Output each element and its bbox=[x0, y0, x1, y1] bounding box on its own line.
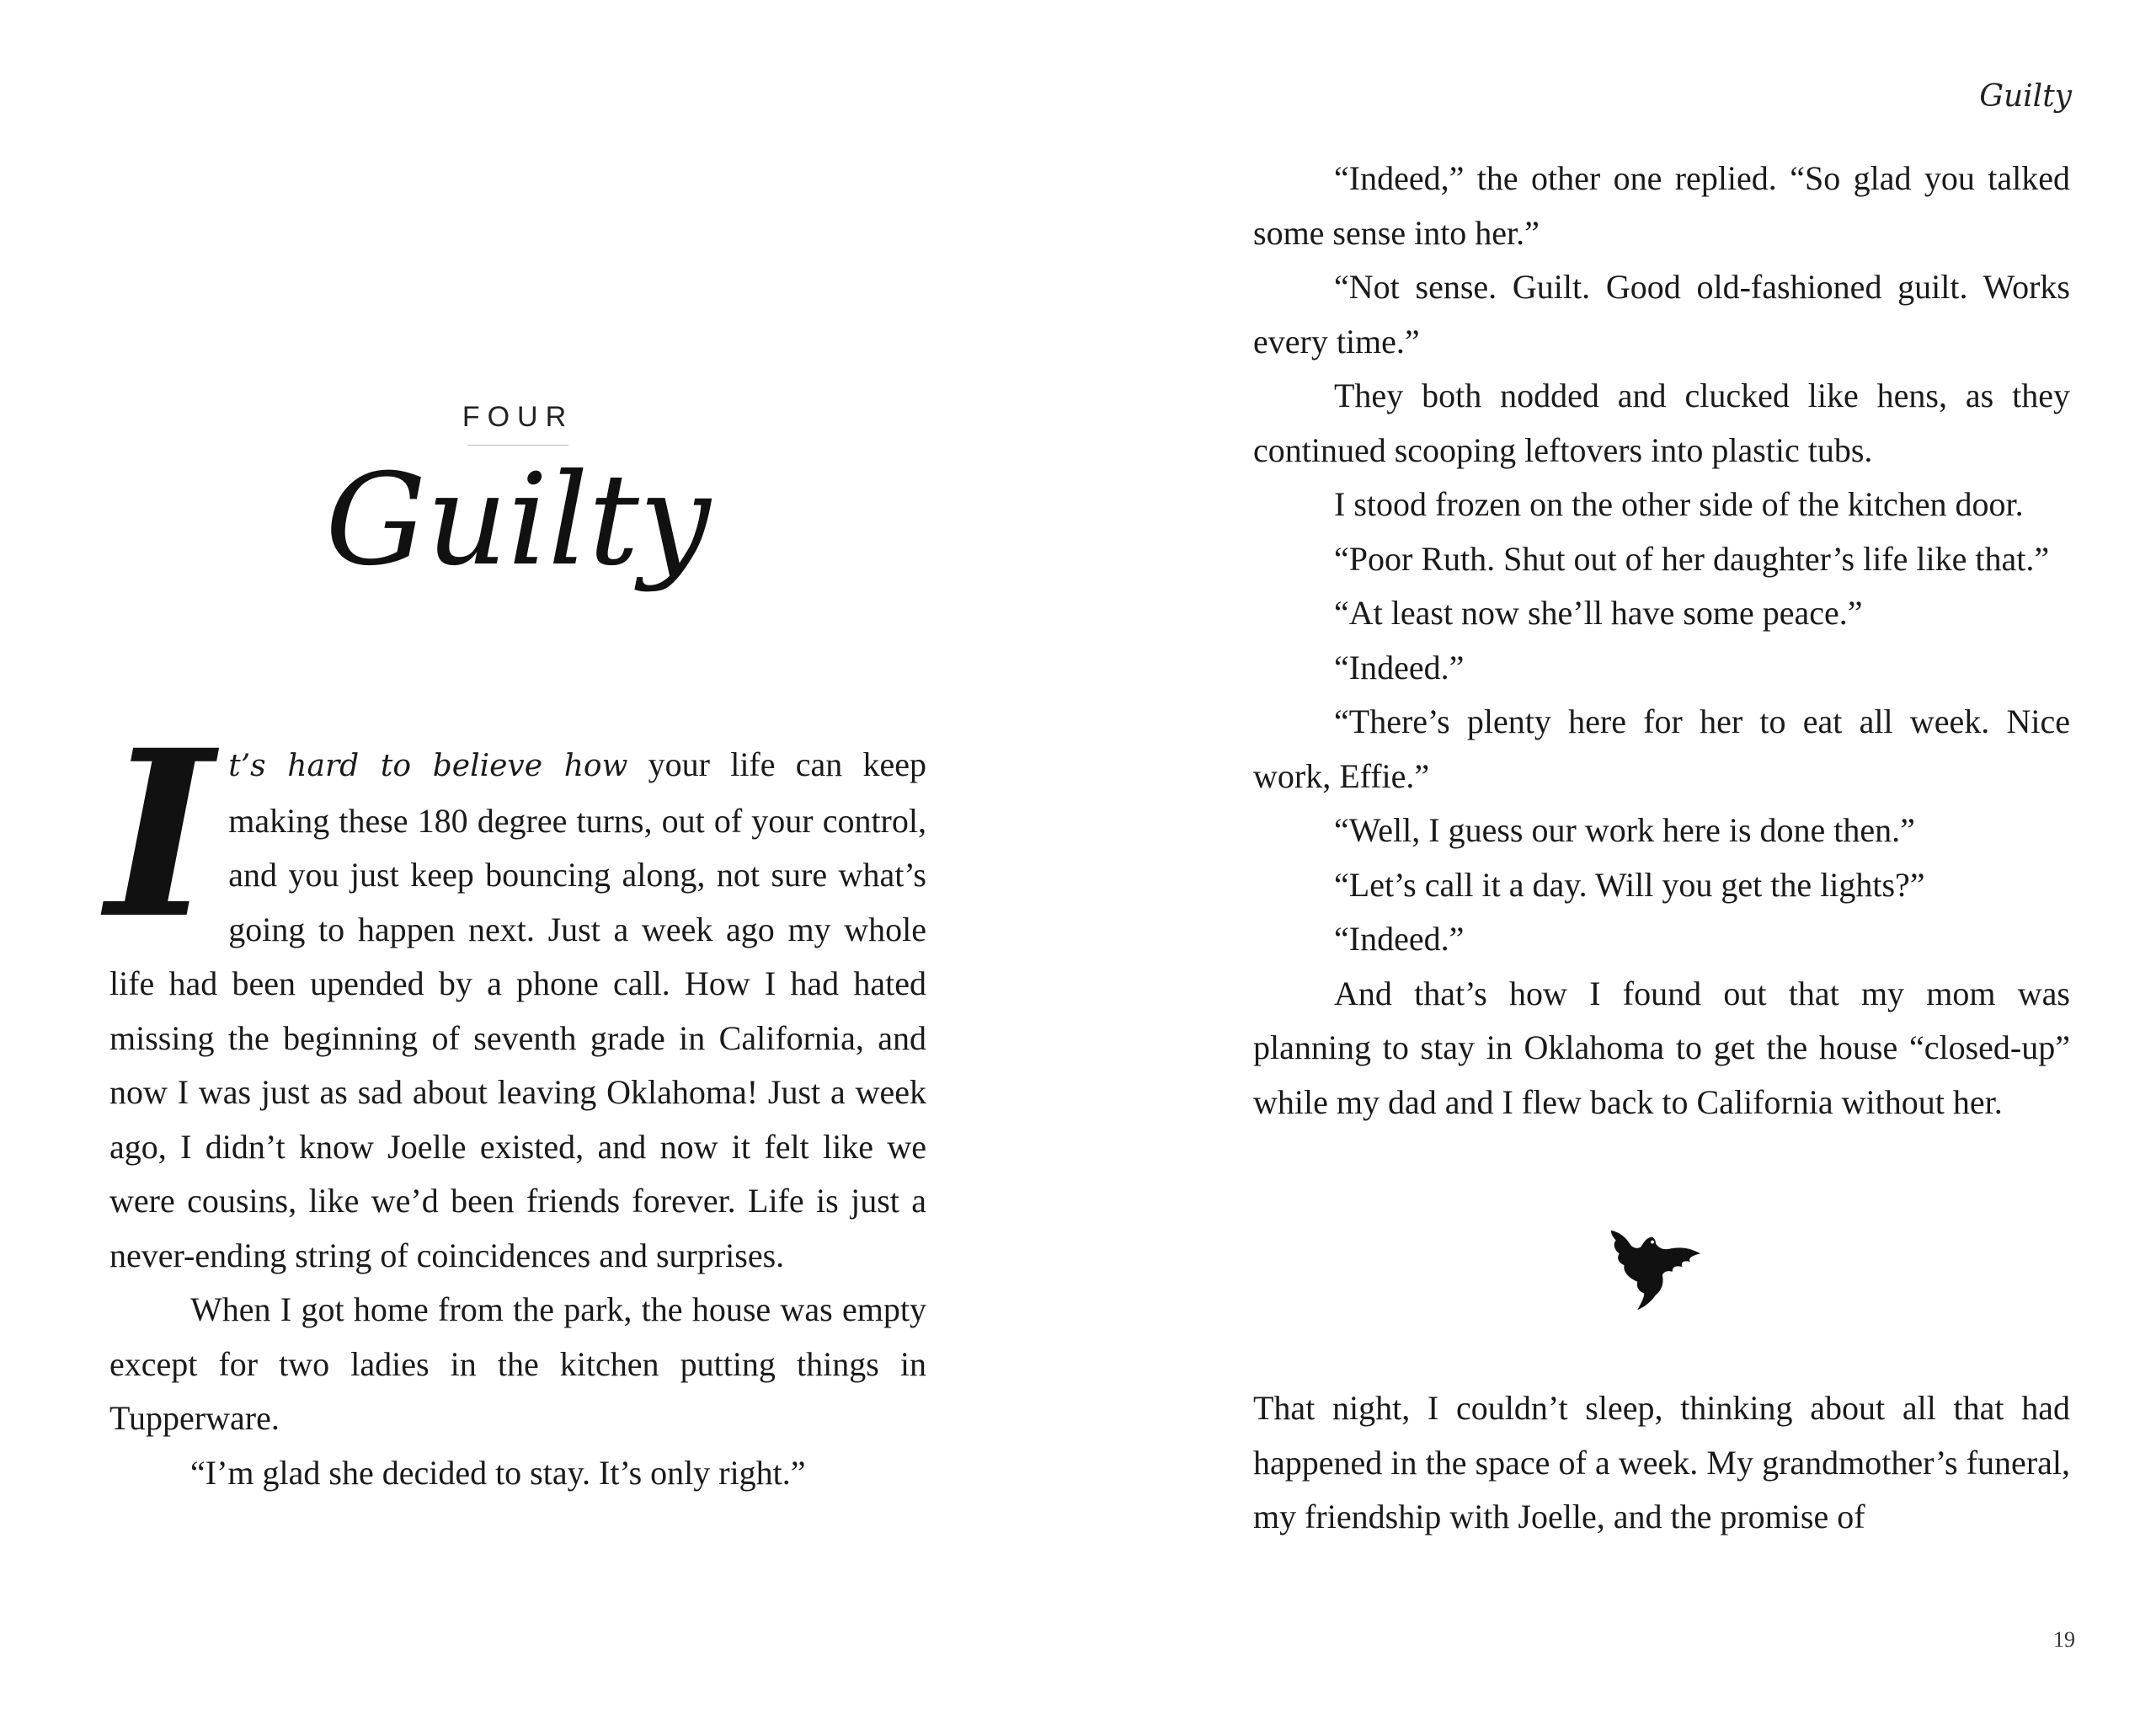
opening-paragraph bbox=[106, 701, 927, 1283]
running-head: Guilty bbox=[1979, 79, 2072, 114]
paragraph: And that’s how I found out that my mom was planning to stay in Oklahoma to get the house “closed-up” while my dad and I flew back to California without her. bbox=[1253, 974, 2070, 1121]
paragraph: “Indeed.” bbox=[1334, 648, 1465, 686]
chapter-number: FOUR bbox=[462, 401, 574, 433]
paragraph: “Not sense. Guilt. Good old-fashioned guilt. Works every time.” bbox=[1253, 268, 2070, 360]
section-paragraph: That night, I couldn’t sleep, thinking about all that had happened in the space of a week. My grandmother’s funeral, my friendship with Joelle, and the promise of bbox=[1253, 1389, 2070, 1535]
page-number: 19 bbox=[2053, 1627, 2075, 1652]
paragraph: “Let’s call it a day. Will you get the lights?” bbox=[1334, 865, 1925, 904]
paragraph: “At least now she’ll have some peace.” bbox=[1334, 594, 1863, 632]
bird-silhouette-icon bbox=[1604, 1223, 1704, 1316]
chapter-title: Guilty bbox=[325, 447, 711, 594]
lead-in-text: t’s hard to believe how bbox=[228, 749, 628, 783]
paragraph: “Indeed.” bbox=[1334, 920, 1465, 958]
paragraph: I stood frozen on the other side of the kitchen door. bbox=[1334, 485, 2024, 523]
paragraph: “Indeed,” the other one replied. “So glad you talked some sense into her.” bbox=[1253, 159, 2070, 252]
paragraph: “Well, I guess our work here is done then.” bbox=[1334, 811, 1915, 849]
paragraph: When I got home from the park, the house was empty except for two ladies in the kitchen putting things in Tupperware. bbox=[109, 1290, 926, 1437]
paragraph: They both nodded and clucked like hens, as they continued scooping leftovers into plastic tubs. bbox=[1253, 377, 2070, 469]
paragraph: “There’s plenty here for her to eat all week. Nice work, Effie.” bbox=[1253, 702, 2070, 795]
chapter-body-left bbox=[106, 701, 927, 1500]
section-body bbox=[1253, 1381, 2070, 1545]
chapter-body-right bbox=[1253, 152, 2070, 1130]
drop-cap: I bbox=[106, 701, 214, 969]
opening-paragraph-text: your life can keep making these 180 degree turns, out of your control, and you just keep bouncing along, not sure what’s going to happen next. Just a week ago my whole life had been upended by a phone call. How I had hated missing the beginning of seventh grade in California, and now I was just as sad about leaving Oklahoma! Just a week ago, I didn’t know Joelle existed, and now it felt like we were cousins, like we’d been friends forever. Life is just a never-ending string of coincidences and surprises. bbox=[109, 745, 927, 1274]
paragraph: “I’m glad she decided to stay. It’s only right.” bbox=[190, 1453, 806, 1492]
paragraph: “Poor Ruth. Shut out of her daughter’s life like that.” bbox=[1334, 539, 2050, 578]
